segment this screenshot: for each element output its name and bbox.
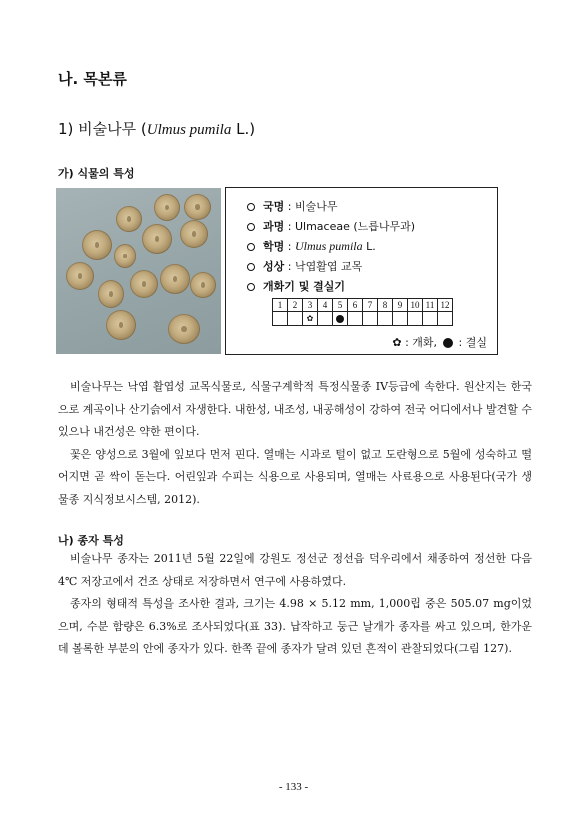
paragraph: 꽃은 양성으로 3월에 잎보다 먼저 핀다. 열매는 시과로 털이 없고 도란형으로 5월에 성숙하고 떨어지면 곧 싹이 돋는다. 어린잎과 수피는 식용으로 사용되며, 열매는 사료용으로 사용된다(국가 생물종 지식정보시스템, 2012). bbox=[58, 447, 532, 506]
seed-photo bbox=[56, 188, 221, 354]
subheading-seed-characteristics: 나) 종자 특성 bbox=[58, 534, 124, 547]
bullet-circle-icon bbox=[247, 243, 255, 251]
subheading-plant-characteristics: 가) 식물의 특성 bbox=[58, 167, 135, 180]
month-cell: 10 bbox=[408, 299, 423, 312]
month-header-row bbox=[273, 299, 453, 312]
plant-description bbox=[58, 376, 532, 511]
info-scientific-name: 학명 : Ulmus pumila L. bbox=[247, 238, 376, 254]
flower-icon: ✿ bbox=[306, 314, 314, 323]
month-cell: 4 bbox=[318, 299, 333, 312]
info-family: 과명 : Ulmaceae (느릅나무과) bbox=[247, 218, 415, 234]
bullet-circle-icon bbox=[247, 203, 255, 211]
paragraph: 비술나무는 낙엽 활엽성 교목식물로, 식물구계학적 특정식물종 IV등급에 속한다. 원산지는 한국으로 계곡이나 산기슭에서 자생한다. 내한성, 내조성, 내공해성이 강하여 전국 어디에서나 발견할 수 있으나 내건성은 약한 편이다. bbox=[58, 380, 532, 438]
paragraph: 종자의 형태적 특성을 조사한 결과, 크기는 4.98 × 5.12 mm, 1,000립 중은 505.07 mg이었으며, 수분 함량은 6.3%로 조사되었다(표 33). 납작하고 둥근 날개가 종자를 싸고 있으며, 한가운데 볼록한 부분의 안에 종자가 있다. 한쪽 끝에 종자가 달려 있던 흔적이 관찰되었다(그림 127). bbox=[58, 597, 532, 655]
species-heading-suffix: L.) bbox=[231, 120, 256, 138]
bullet-circle-icon bbox=[247, 263, 255, 271]
species-heading-sci: Ulmus pumila bbox=[146, 122, 232, 138]
section-title: 나. 목본류 bbox=[58, 70, 127, 88]
month-table bbox=[272, 298, 453, 326]
paragraph: 비술나무 종자는 2011년 5월 22일에 강원도 정선군 정선읍 덕우리에서 채종하여 정선한 다음 4℃ 저장고에서 건조 상태로 저장하면서 연구에 사용하였다. bbox=[58, 552, 532, 588]
plant-info-box bbox=[225, 187, 498, 355]
bullet-circle-icon bbox=[247, 223, 255, 231]
month-cell: 2 bbox=[288, 299, 303, 312]
info-korean-name: 국명 : 비술나무 bbox=[247, 198, 337, 214]
info-habit: 성상 : 낙엽활엽 교목 bbox=[247, 258, 362, 274]
bullet-circle-icon bbox=[247, 283, 255, 291]
month-cell: 3 bbox=[303, 299, 318, 312]
month-cell: 5 bbox=[333, 299, 348, 312]
legend-flowering: ✿ : 개화, bbox=[392, 336, 438, 349]
month-cell: 11 bbox=[423, 299, 438, 312]
info-flowering-fruiting: 개화기 및 결실기 bbox=[247, 278, 345, 294]
month-cell: 9 bbox=[393, 299, 408, 312]
species-heading-prefix: 1) 비술나무 ( bbox=[58, 120, 147, 138]
period-marker-row bbox=[273, 312, 453, 326]
species-heading bbox=[58, 118, 255, 139]
seed-description bbox=[58, 548, 532, 661]
legend-fruiting: : 결실 bbox=[455, 336, 487, 349]
fruit-dot-icon bbox=[336, 315, 344, 323]
month-cell: 6 bbox=[348, 299, 363, 312]
month-cell: 1 bbox=[273, 299, 288, 312]
month-cell: 7 bbox=[363, 299, 378, 312]
page-number: - 133 - bbox=[278, 781, 309, 793]
month-cell: 12 bbox=[438, 299, 453, 312]
fruit-dot-icon bbox=[443, 338, 453, 348]
period-legend bbox=[392, 334, 487, 350]
month-cell: 8 bbox=[378, 299, 393, 312]
